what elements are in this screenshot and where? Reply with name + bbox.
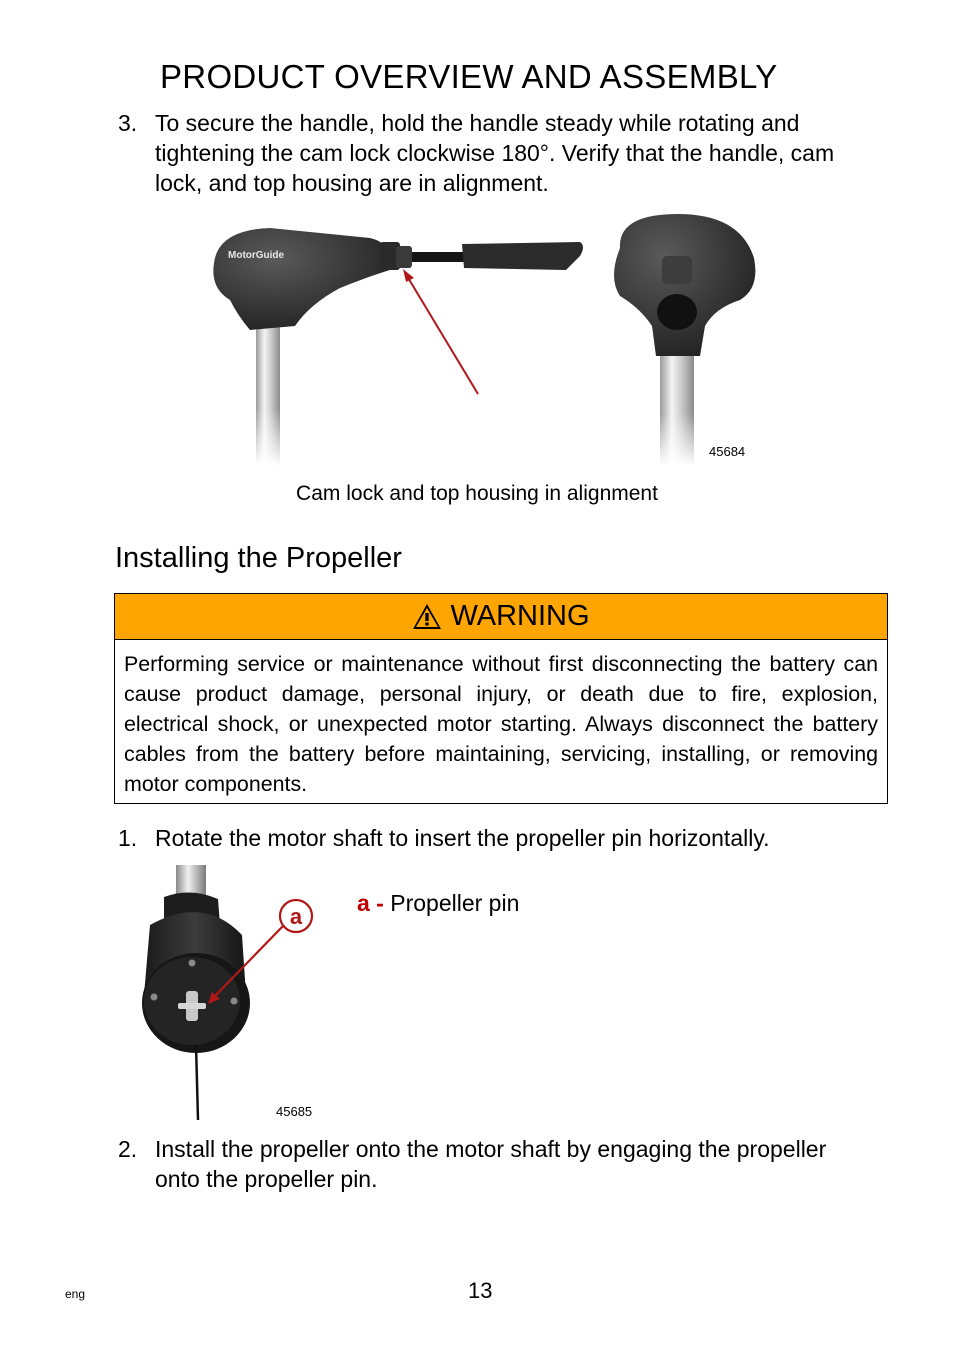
step-text-line: To secure the handle, hold the handle steady while rotating and	[155, 110, 800, 136]
warning-label: WARNING	[450, 600, 590, 632]
legend-key: a -	[357, 890, 384, 916]
figure-legend	[357, 890, 519, 917]
figure-number: 45685	[276, 1104, 313, 1119]
step-2	[118, 1134, 898, 1194]
step-number: 3.	[118, 110, 138, 136]
handle-illustration	[200, 208, 760, 466]
step-number: 1.	[118, 825, 138, 851]
brand-logo-text: MotorGuide	[228, 250, 285, 261]
section-title: Installing the Propeller	[115, 542, 402, 574]
motor-illustration	[114, 865, 354, 1125]
step-number: 2.	[118, 1136, 138, 1162]
handle-figure	[200, 208, 760, 466]
step-text-line: onto the propeller pin.	[155, 1166, 378, 1192]
warning-box	[114, 593, 888, 804]
step-text-line: Install the propeller onto the motor shaft by engaging the propeller	[155, 1136, 827, 1162]
step-1	[118, 823, 898, 853]
page-title: PRODUCT OVERVIEW AND ASSEMBLY	[160, 58, 778, 95]
callout-label: a	[289, 904, 303, 929]
propeller-pin	[178, 1003, 206, 1009]
figure-number: 45684	[709, 444, 746, 459]
step-text-line: tightening the cam lock clockwise 180°. Verify that the handle, cam	[155, 140, 835, 166]
warning-triangle-icon	[412, 603, 442, 630]
legend-text: Propeller pin	[390, 890, 520, 916]
footer-language: eng	[65, 1287, 86, 1301]
warning-header	[115, 594, 887, 640]
step-text-line: lock, and top housing are in alignment.	[155, 170, 549, 196]
step-text-line: Rotate the motor shaft to insert the propeller pin horizontally.	[155, 825, 770, 851]
propeller-pin-figure	[114, 865, 354, 1125]
page-number: 13	[468, 1278, 493, 1303]
warning-text: Performing service or maintenance without first disconnecting the battery can cause product damage, personal injury, or death due to fire, explosion, electrical shock, or unexpected motor starting. Always disconnect the battery cables from the battery before maintaining, servicing, installing, or removing motor components.	[124, 652, 878, 796]
step-3	[118, 108, 898, 200]
figure-caption: Cam lock and top housing in alignment	[296, 482, 658, 505]
